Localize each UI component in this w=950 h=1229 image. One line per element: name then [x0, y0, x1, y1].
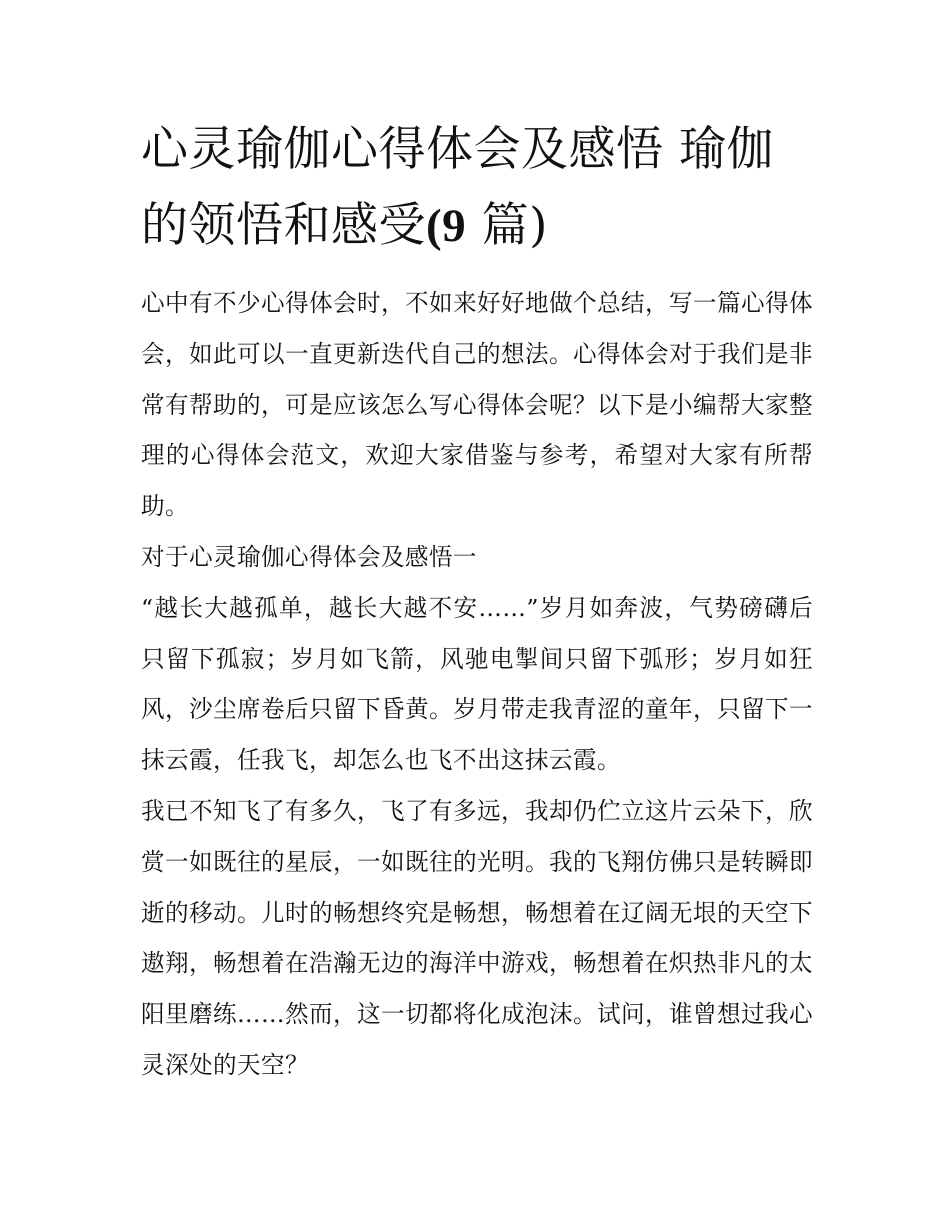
body-paragraph: “越长大越孤单，越长大越不安……”岁月如奔波，气势磅礴后只留下孤寂；岁月如飞箭，风驰电掣间只留下弧形；岁月如狂风，沙尘席卷后只留下昏黄。岁月带走我青涩的童年，只留下一抹云霞，任我飞，却怎么也飞不出这抹云霞。: [141, 593, 813, 775]
intro-paragraph: 心中有不少心得体会时，不如来好好地做个总结，写一篇心得体会，如此可以一直更新迭代自己的想法。心得体会对于我们是非常有帮助的，可是应该怎么写心得体会呢？以下是小编帮大家整理的心得体会范文，欢迎大家借鉴与参考，希望对大家有所帮助。: [141, 289, 813, 521]
title-count: (9: [426, 200, 467, 252]
body-paragraph: 我已不知飞了有多久，飞了有多远，我却仍伫立这片云朵下，欣赏一如既往的星辰，一如既往的光明。我的飞翔仿佛只是转瞬即逝的移动。儿时的畅想终究是畅想，畅想着在辽阔无垠的天空下遨翔，畅想着在浩瀚无边的海洋中游戏，畅想着在炽热非凡的太阳里磨练……然而，这一切都将化成泡沫。试问，谁曾想过我心灵深处的天空？: [141, 796, 813, 1079]
title-main-text: 心灵瑜伽心得体会及感悟 瑜伽的领悟和感受: [141, 122, 774, 253]
document-body: [141, 278, 813, 1091]
title-unit: 篇): [466, 198, 548, 253]
document-title: [141, 112, 821, 264]
section-heading: 对于心灵瑜伽心得体会及感悟一: [141, 542, 477, 571]
